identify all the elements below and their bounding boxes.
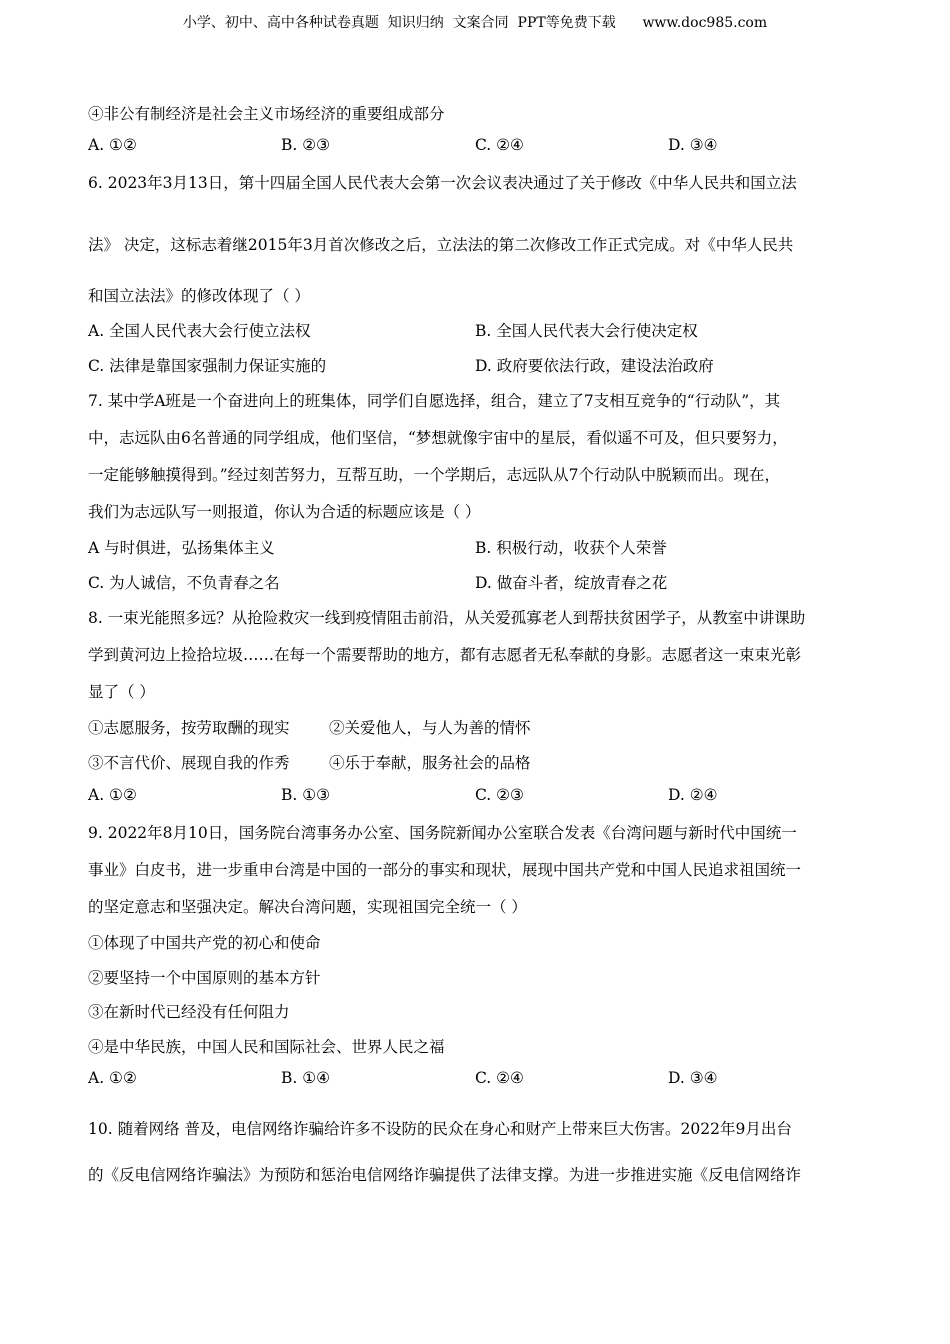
q7-stem-line-3: 一定能够触摸得到。”经过刻苦努力，互帮互助，一个学期后，志远队从7个行动队中脱颖而出。现在， bbox=[88, 466, 781, 484]
q5-option-d: D. ③④ bbox=[668, 136, 718, 154]
q8-item-4: ④乐于奉献，服务社会的品格 bbox=[329, 754, 531, 772]
q7-option-a: A 与时俱进，弘扬集体主义 bbox=[88, 539, 275, 557]
q8-item-3: ③不言代价、展现自我的作秀 bbox=[88, 754, 290, 772]
q6-option-c: C. 法律是靠国家强制力保证实施的 bbox=[88, 357, 327, 375]
q10-stem-line-2: 的《反电信网络诈骗法》为预防和惩治电信网络诈骗提供了法律支撑。为进一步推进实施《反电信网络诈 bbox=[88, 1166, 802, 1184]
q9-item-4: ④是中华民族，中国人民和国际社会、世界人民之福 bbox=[88, 1038, 445, 1056]
q5-option-b: B. ②③ bbox=[281, 136, 331, 154]
q9-option-a: A. ①② bbox=[88, 1069, 137, 1087]
q9-option-b: B. ①④ bbox=[281, 1069, 331, 1087]
q6-stem-line-3: 和国立法法》的修改体现了（ ） bbox=[88, 287, 310, 305]
q8-stem-line-3: 显了（ ） bbox=[88, 683, 155, 701]
q9-option-c: C. ②④ bbox=[475, 1069, 524, 1087]
q7-option-c: C. 为人诚信，不负青春之名 bbox=[88, 574, 280, 592]
q6-stem-line-2: 法》 决定，这标志着继2015年3月首次修改之后，立法法的第二次修改工作正式完成。对《中华人民共 bbox=[88, 236, 794, 254]
q8-option-c: C. ②③ bbox=[475, 786, 524, 804]
q5-option-a: A. ①② bbox=[88, 136, 137, 154]
q8-stem-line-1: 8. 一束光能照多远？从抢险救灾一线到疫情阻击前沿，从关爱孤寡老人到帮扶贫困学子，从教室中讲课助 bbox=[88, 609, 806, 627]
q5-item-4: ④非公有制经济是社会主义市场经济的重要组成部分 bbox=[88, 105, 445, 123]
q9-stem-line-2: 事业》白皮书，进一步重申台湾是中国的一部分的事实和现状，展现中国共产党和中国人民追求祖国统一 bbox=[88, 861, 802, 879]
q7-stem-line-2: 中，志远队由6名普通的同学组成，他们坚信，“梦想就像宇宙中的星辰，看似遥不可及，但只要努力， bbox=[88, 429, 788, 447]
q5-option-c: C. ②④ bbox=[475, 136, 524, 154]
page-header: 小学、初中、高中各种试卷真题 知识归纳 文案合同 PPT等免费下载 www.doc985.com bbox=[182, 15, 768, 31]
q7-option-b: B. 积极行动，收获个人荣誉 bbox=[475, 539, 667, 557]
q9-item-1: ①体现了中国共产党的初心和使命 bbox=[88, 934, 321, 952]
q6-stem-line-1: 6. 2023年3月13日，第十四届全国人民代表大会第一次会议表决通过了关于修改《中华人民共和国立法 bbox=[88, 174, 797, 192]
q7-stem-line-4: 我们为志远队写一则报道，你认为合适的标题应该是（ ） bbox=[88, 503, 481, 521]
q9-item-2: ②要坚持一个中国原则的基本方针 bbox=[88, 969, 321, 987]
q8-option-a: A. ①② bbox=[88, 786, 137, 804]
q8-stem-line-2: 学到黄河边上捡拾垃圾……在每一个需要帮助的地方，都有志愿者无私奉献的身影。志愿者这一束束光彰 bbox=[88, 646, 802, 664]
q8-item-1: ①志愿服务，按劳取酬的现实 bbox=[88, 719, 290, 737]
q7-stem-line-1: 7. 某中学A班是一个奋进向上的班集体，同学们自愿选择，组合，建立了7支相互竞争的“行动队”，其 bbox=[88, 392, 781, 410]
q9-item-3: ③在新时代已经没有任何阻力 bbox=[88, 1003, 290, 1021]
q7-option-d: D. 做奋斗者，绽放青春之花 bbox=[475, 574, 668, 592]
q9-stem-line-1: 9. 2022年8月10日，国务院台湾事务办公室、国务院新闻办公室联合发表《台湾问题与新时代中国统一 bbox=[88, 824, 797, 842]
q9-option-d: D. ③④ bbox=[668, 1069, 718, 1087]
q8-option-d: D. ②④ bbox=[668, 786, 718, 804]
q6-option-a: A. 全国人民代表大会行使立法权 bbox=[88, 322, 311, 340]
q8-item-2: ②关爱他人，与人为善的情怀 bbox=[329, 719, 531, 737]
q8-option-b: B. ①③ bbox=[281, 786, 331, 804]
q6-option-d: D. 政府要依法行政，建设法治政府 bbox=[475, 357, 714, 375]
q9-stem-line-3: 的坚定意志和坚强决定。解决台湾问题，实现祖国完全统一（ ） bbox=[88, 898, 527, 916]
q6-option-b: B. 全国人民代表大会行使决定权 bbox=[475, 322, 698, 340]
q10-stem-line-1: 10. 随着网络 普及，电信网络诈骗给许多不设防的民众在身心和财产上带来巨大伤害。2022年9月出台 bbox=[88, 1120, 792, 1138]
